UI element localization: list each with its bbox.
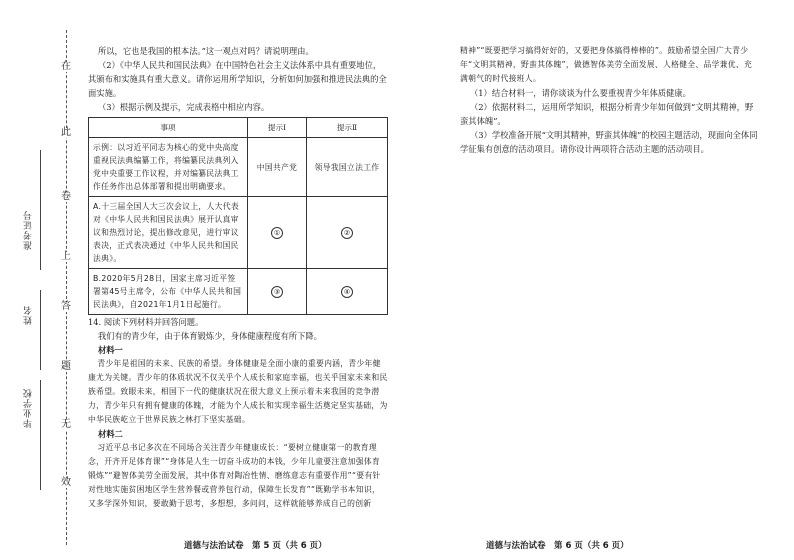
material-two-continued: 精神”“既要把学习搞得好好的，又要把身体搞得棒棒的”。鼓励希望全国广大青少年“文明其精神，野蛮其体魄”，做德智体美劳全面发展、人格健全、品学兼优、充满朝气的时代接班人。 [460,46,753,83]
cut-line [66,30,67,545]
paragraph: 我们有的青少年，由于体育锻炼少，身体健康程度有所下降。 [97,331,322,341]
answer-blank-4[interactable] [307,269,388,315]
table-header: 提示Ⅱ [307,118,388,138]
material-one-text: 青少年是祖国的未来、民族的希望。身体健康是全面小康的重要内涵，青少年健康尤为关键。青少年的体质状况不仅关乎个人成长和家庭幸福，也关乎国家未来和民族希望。致眼未来，相国下一代的健康状况在很大意义上预示着未来我国的竞争潜力，青少年只有拥有健康的体魄，才能为个人成长和实现幸福生活奠定坚实基础，为中华民族屹立于世界民族之林打下坚实基础。 [88,359,388,424]
table-cell: 示例：以习近平同志为核心的党中央高度重视民法典编纂工作，将编纂民法典列入党中央重要工作议程，并对编纂民法典工作任务作出总体部署和提出明确要求。 [89,138,248,197]
binding-char: 此 [61,127,71,138]
binding-char: 上 [61,251,71,262]
answer-blank-2[interactable] [307,197,388,269]
binding-char: 卷 [61,191,71,202]
field-underline [40,150,41,270]
binding-char: 效 [61,477,71,488]
page-5-content [88,44,388,511]
binding-char: 题 [61,361,71,372]
material-two-text: 习近平总书记多次在不同场合关注青少年健康成长：“要树立健康第一的教育理念，开齐开足体育课”“身体是人生一切奋斗成功的本钱，少年儿童要注意加强体育锻炼”“避智体美劳全面发展，其中体育对陶冶性情、磨练意志有重要作用”“要有针对性地实施贫困地区学生营养餐或营养包行动，保障生长发育”“既勤学书本知识，又多学深外知识，要敢勤于思考，多想想，多问问，这样就能够养成自己的创新 [88,443,381,508]
table-row [89,138,388,197]
school-label: 毕业学校 [24,388,34,428]
material-title: 材料二 [97,429,123,439]
table-cell: 中国共产党 [248,138,307,197]
field-underline [40,290,41,370]
blank-marker: ② [341,227,353,239]
table-row [89,197,388,269]
binding-char: 答 [61,301,71,312]
question-13-2: （2）《中华人民共和国民法典》在中国特色社会主义法体系中具有重要地位，其颁布和实施具有重大意义。请你运用所学知识，分析如何加强和推进民法典的全面实施。 [88,60,387,98]
table-header: 事项 [89,118,248,138]
question-14-3: （3）学校准备开展“文明其精神，野蛮其体魄”的校园主题活动，现面向全体同学征集有创意的活动项目。请你设计两项符合活动主题的活动项目。 [460,130,758,154]
question-13-3: （3）根据示例及提示，完成表格中相应内容。 [97,102,270,112]
table-header: 提示Ⅰ [248,118,307,138]
table-cell: 领导我国立法工作 [307,138,388,197]
page-footer-left: 道德与法治试卷 第 5 页（共 6 页） [184,541,327,551]
question-14-2: （2）依据材料二，运用所学知识，根据分析青少年如何做到“文明其精神，野蛮其体魄”。 [460,102,754,126]
answer-table [88,117,388,315]
paragraph: 所以，它也是我国的根本法。”这一观点对吗？请说明理由。 [97,46,314,56]
blank-marker: ④ [341,286,353,298]
binding-margin [0,0,78,560]
blank-marker: ① [271,227,283,239]
table-row [89,269,388,315]
field-underline [40,380,41,490]
blank-marker: ③ [271,286,283,298]
page-footer-right: 道德与法治试卷 第 6 页（共 6 页） [486,541,629,551]
answer-blank-1[interactable] [248,197,307,269]
binding-char: 无 [61,419,71,430]
table-header-row [89,118,388,138]
answer-blank-3[interactable] [248,269,307,315]
name-label: 姓名 [24,305,34,325]
material-title: 材料一 [97,345,123,355]
question-14-1: （1）结合材料一，请你谈谈为什么要重视青少年体质健康。 [469,88,691,98]
page-6-content [460,44,760,156]
question-14: 14. 阅读下列材料并回答问题。 [88,317,204,327]
exam-number-label: 准考证号 [24,210,34,250]
binding-char: 在 [61,61,71,72]
table-cell: A.十三届全国人大三次会议上，人大代表对《中华人民共和国民法典》展开认真审议和热烈讨论，提出修改意见，进行审议表决，正式表决通过《中华人民共和国民法典》。 [89,197,248,269]
table-cell: B.2020年5月28日，国家主席习近平签署第45号主席令，公布《中华人民共和国民法典》，自2021年1月1日起施行。 [89,269,248,315]
